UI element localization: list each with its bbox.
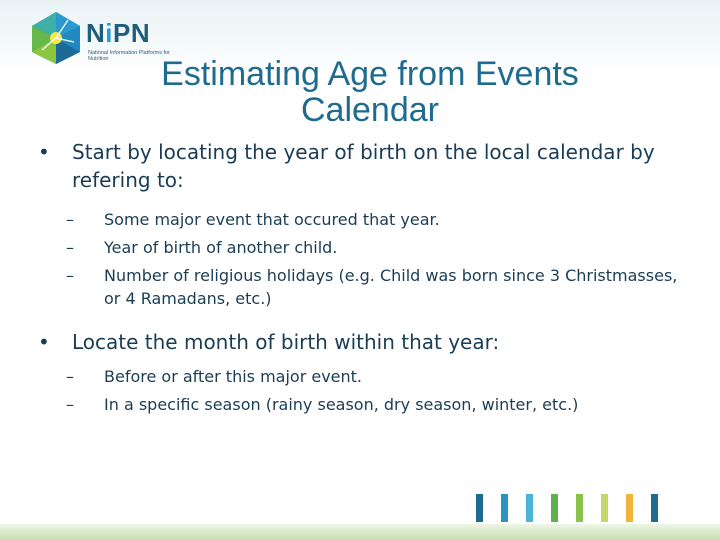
bullet-1-text: Start by locating the year of birth on the local calendar by refering to: — [72, 140, 655, 192]
decorative-bar — [626, 494, 633, 522]
sub-bullet-text: Year of birth of another child. — [104, 238, 338, 257]
bullet-2 — [34, 328, 694, 356]
sub-bullet-text: Some major event that occured that year. — [104, 210, 440, 229]
bullet-marker: • — [38, 140, 50, 164]
sub-bullet — [34, 365, 694, 388]
sub-bullet — [34, 236, 694, 259]
bullet-2-text: Locate the month of birth within that year: — [72, 330, 500, 354]
logo-wordmark — [86, 18, 150, 49]
sub-bullet-text: Before or after this major event. — [104, 367, 363, 386]
slide-body — [34, 138, 694, 416]
decorative-bar — [576, 494, 583, 522]
dash-marker: – — [66, 395, 74, 414]
logo-subtitle: National Information Platforms for Nutrition — [88, 50, 170, 62]
slide-title: Estimating Age from Events Calendar — [161, 55, 579, 129]
logo-wordmark-rest: PN — [113, 18, 151, 48]
nipn-logo-icon — [28, 10, 84, 66]
decorative-bars — [476, 494, 676, 522]
decorative-bar — [651, 494, 658, 522]
decorative-bar — [476, 494, 483, 522]
dash-marker: – — [66, 238, 74, 257]
decorative-bar — [526, 494, 533, 522]
logo-wordmark-n: N — [86, 18, 106, 48]
sub-bullet-text: Number of religious holidays (e.g. Child was born since 3 Christmasses, or 4 Ramadans, etc.) — [104, 266, 678, 308]
decorative-bar — [601, 494, 608, 522]
logo-wordmark-i: i — [105, 18, 114, 48]
sub-bullet-text: In a specific season (rainy season, dry season, winter, etc.) — [104, 395, 579, 414]
sub-bullet — [34, 264, 694, 310]
dash-marker: – — [66, 210, 74, 229]
footer-band — [0, 524, 720, 540]
sub-bullet — [34, 393, 694, 416]
decorative-bar — [501, 494, 508, 522]
bullet-marker: • — [38, 330, 50, 354]
decorative-bar — [551, 494, 558, 522]
sub-bullet — [34, 208, 694, 231]
dash-marker: – — [66, 266, 74, 285]
dash-marker: – — [66, 367, 74, 386]
bullet-1 — [34, 138, 694, 194]
